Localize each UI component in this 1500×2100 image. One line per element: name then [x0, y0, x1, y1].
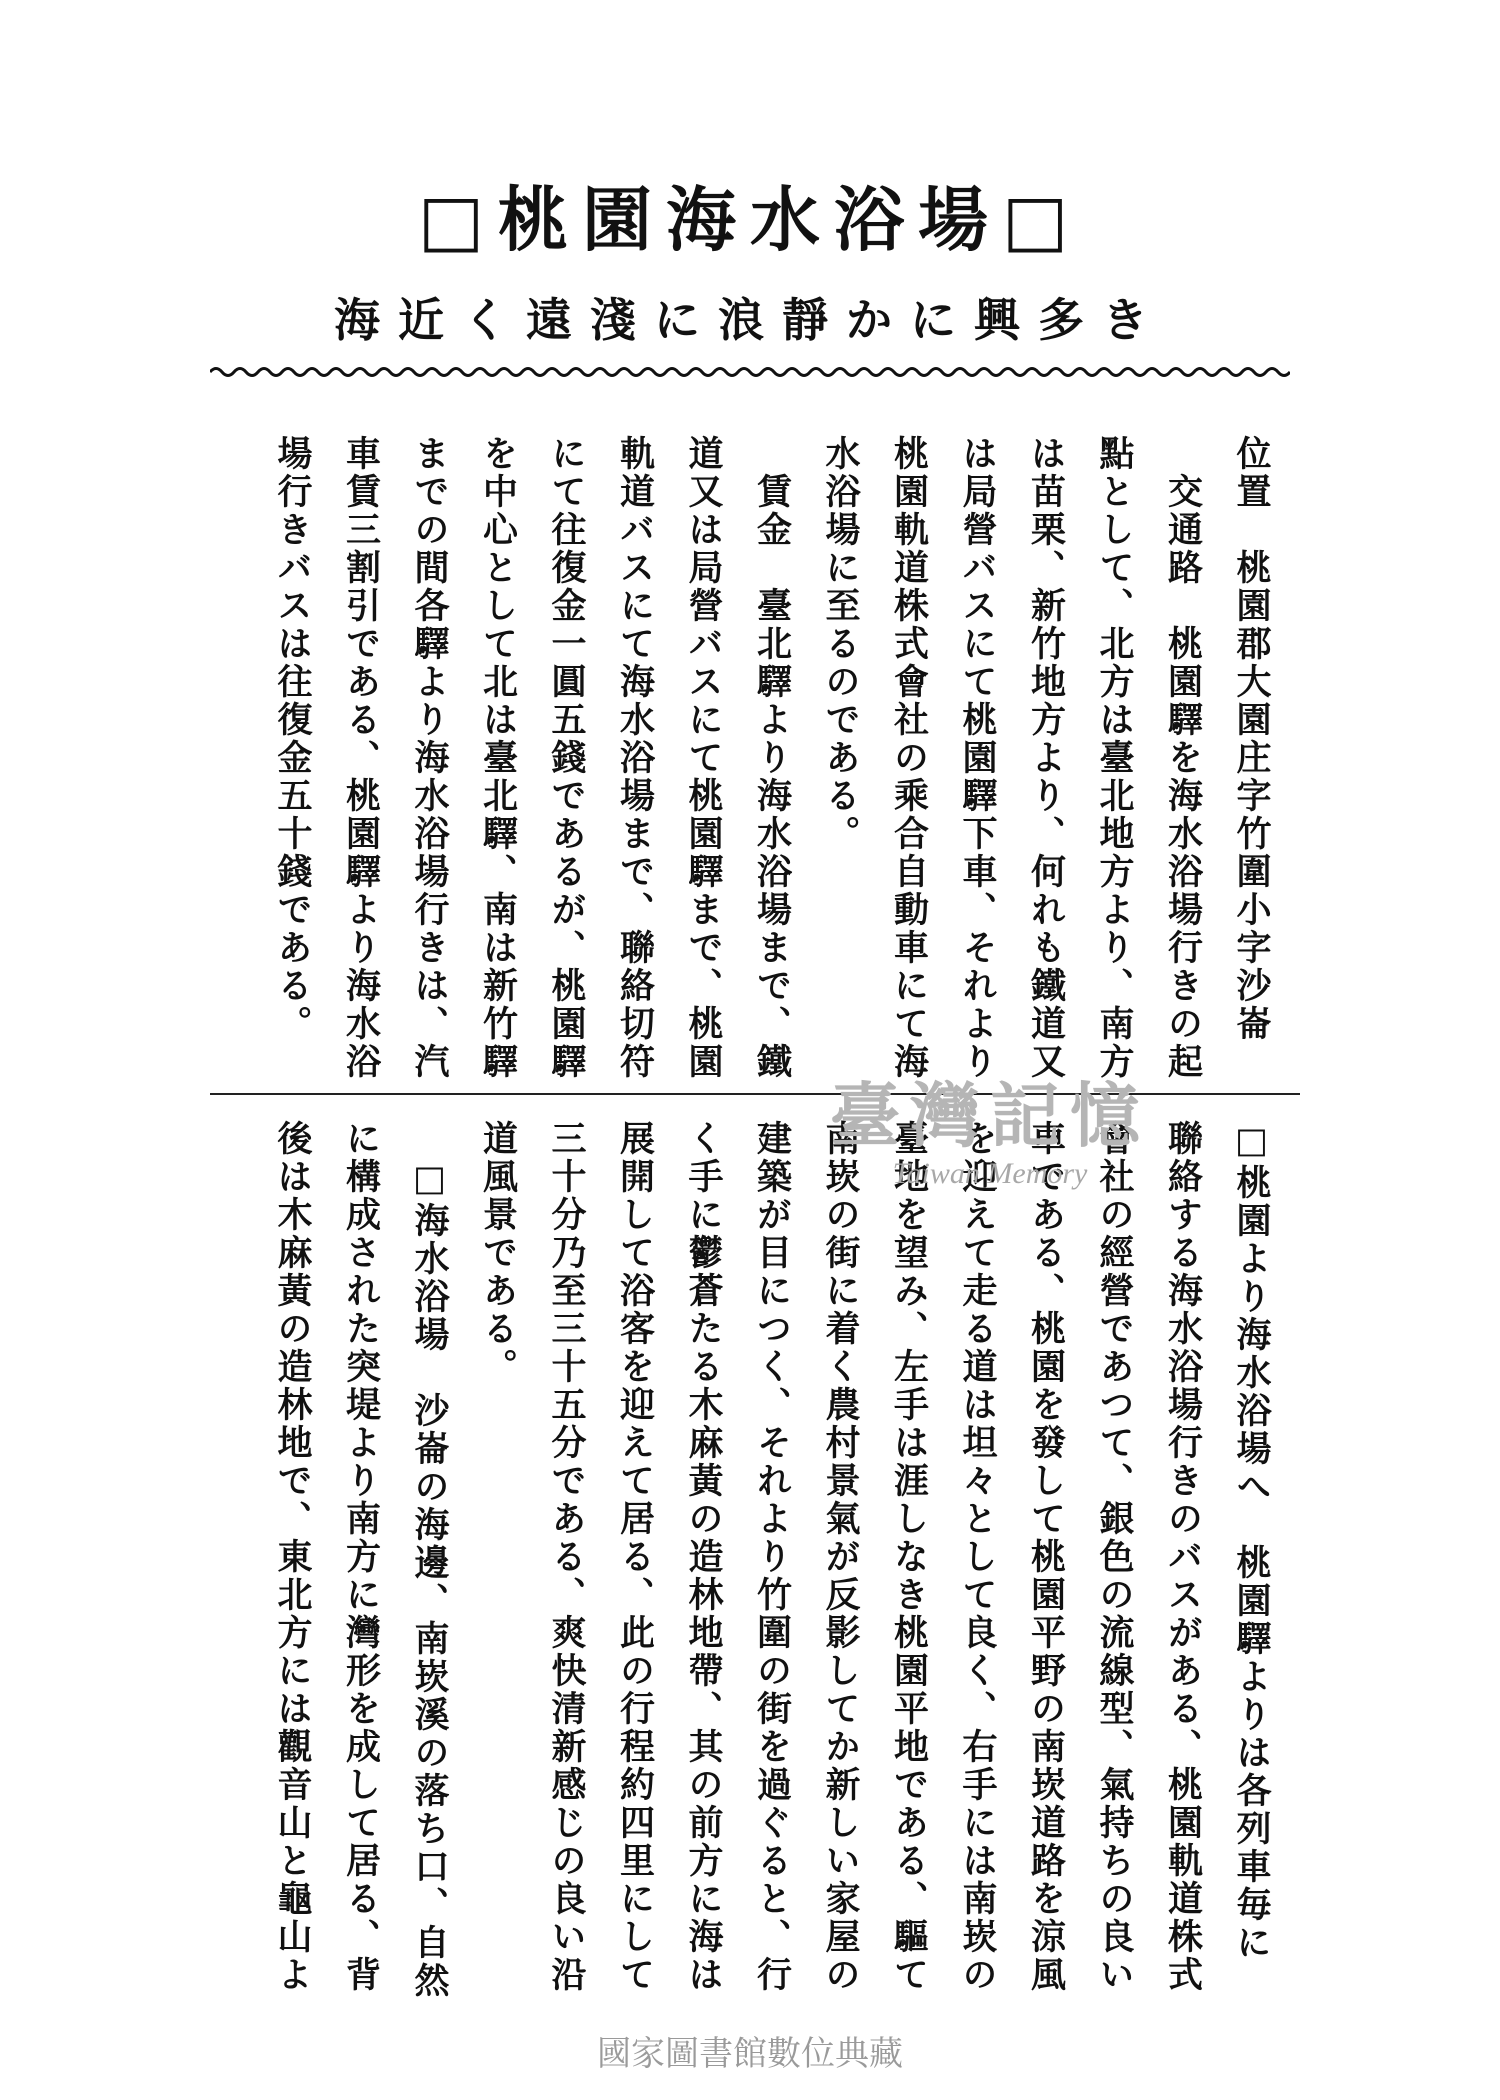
text-line: 桃園軌道株式會社の乘合自動車にて海	[888, 435, 930, 1081]
text-line: 道又は局營バスにて桃園驛まで、桃園	[683, 435, 724, 1081]
text-line: 交通路 桃園驛を海水浴場行きの起	[1162, 435, 1204, 1081]
text-line: 場行きバスは往復金五十錢である。	[272, 435, 313, 1043]
text-line: 三十分乃至三十五分である、爽快清新感じの良い沿	[546, 1120, 587, 1994]
text-line: までの間各驛より海水浴場行きは、汽	[409, 435, 450, 1081]
footer-credit: 國家圖書館數位典藏	[597, 2034, 903, 2074]
text-line: は苗栗、新竹地方より、何れも鐵道又	[1025, 435, 1067, 1081]
text-line: □海水浴場 沙崙の海邊、南崁溪の落ち口、自然	[409, 1120, 450, 2000]
text-line: 道風景である。	[477, 1120, 519, 1386]
text-line: 水浴場に至るのである。	[820, 435, 861, 853]
page-subtitle: 海近く遠淺に浪靜かに興多き	[334, 293, 1166, 347]
lower-text-section	[215, 1120, 1285, 2000]
text-line: 車賃三割引である、桃園驛より海水浴	[340, 435, 382, 1081]
wavy-rule	[210, 364, 1290, 380]
text-line: 賃金 臺北驛より海水浴場まで、鐵	[751, 435, 793, 1081]
text-line: 位置 桃園郡大園庄字竹圍小字沙崙	[1231, 435, 1272, 1043]
text-line: にて往復金一圓五錢であるが、桃園驛	[546, 435, 587, 1081]
text-line: に構成された突堤より南方に灣形を成して居る、背	[340, 1120, 382, 1994]
text-line: 後は木麻黃の造林地で、東北方には觀音山と龜山よ	[272, 1120, 313, 1994]
text-line: く手に鬱蒼たる木麻黃の造林地帶、其の前方に海は	[683, 1120, 724, 1994]
watermark-title: 臺灣記憶	[830, 1074, 1150, 1157]
watermark-subtitle: Taiwan Memory	[892, 1157, 1088, 1190]
section-divider	[210, 1093, 1300, 1095]
upper-text-section	[215, 435, 1285, 1085]
text-line: 車である、桃園を發して桃園平野の南崁道路を涼風	[1025, 1120, 1067, 1994]
text-line: 軌道バスにて海水浴場まで、聯絡切符	[614, 435, 656, 1081]
text-line: を中心として北は臺北驛、南は新竹驛	[477, 435, 519, 1081]
text-line: は局營バスにて桃園驛下車、それより	[957, 435, 998, 1081]
text-line: を迎えて走る道は坦々として良く、右手には南崁の	[957, 1120, 998, 1994]
text-line: □桃園より海水浴場へ 桃園驛よりは各列車毎に	[1231, 1120, 1272, 1962]
text-line: 南崁の街に着く農村景氣が反影してか新しい家屋の	[820, 1120, 861, 1994]
text-line: 展開して浴客を迎えて居る、此の行程約四里にして	[614, 1120, 656, 1994]
page-title: □桃園海水浴場□	[417, 178, 1083, 261]
text-line: 聯絡する海水浴場行きのバスがある、桃園軌道株式	[1162, 1120, 1204, 1994]
text-line: 會社の經營であつて、銀色の流線型、氣持ちの良い	[1094, 1120, 1135, 1994]
text-line: 點として、北方は臺北地方より、南方	[1094, 435, 1135, 1081]
text-line: 建築が目につく、それより竹圍の街を過ぐると、行	[751, 1120, 793, 1994]
text-line: 臺地を望み、左手は涯しなき桃園平地である、驅て	[888, 1120, 930, 1994]
